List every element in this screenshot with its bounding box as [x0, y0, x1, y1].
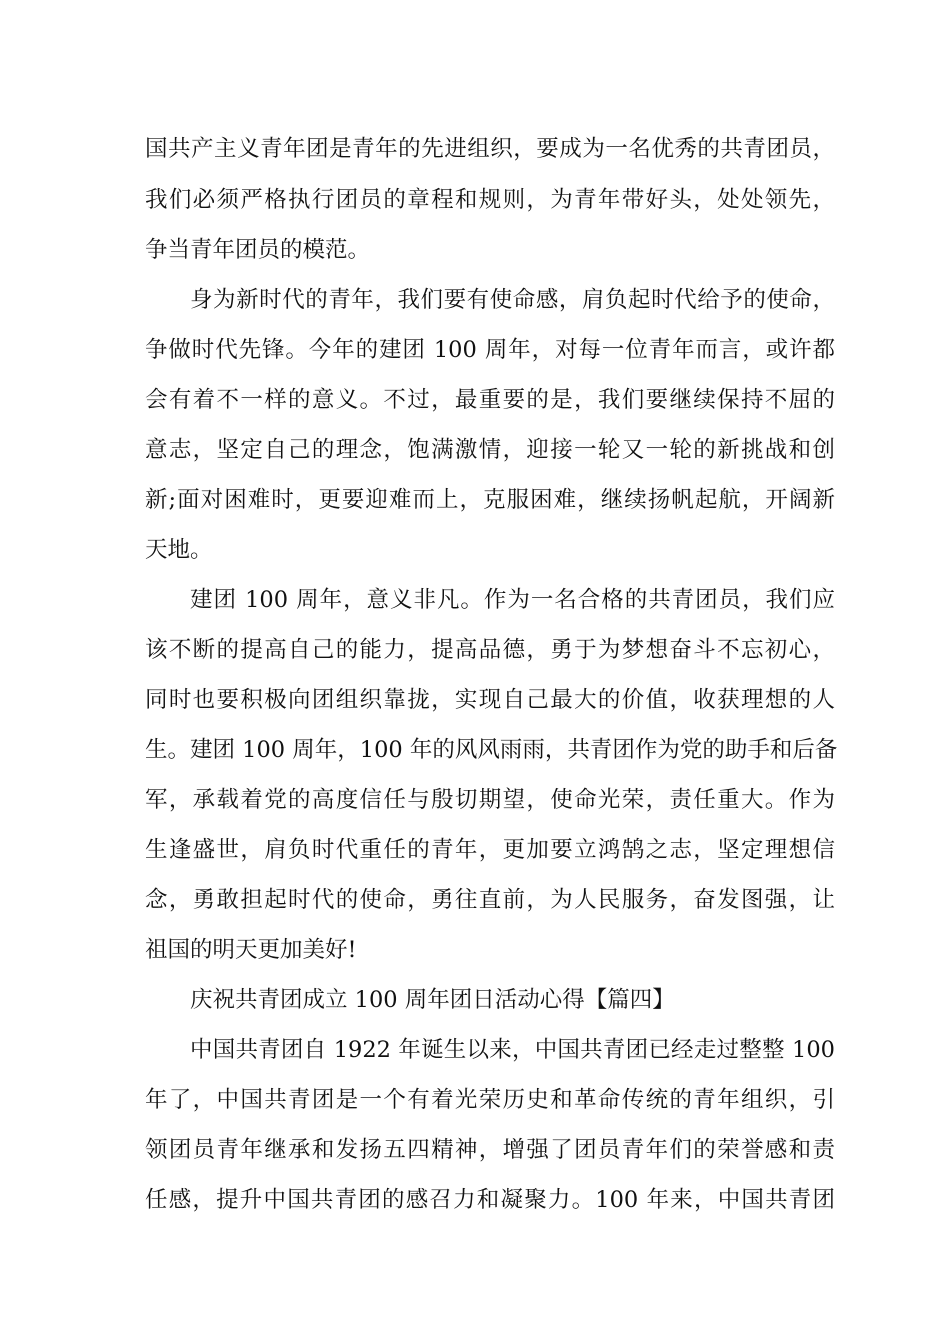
text-line: 领团员青年继承和发扬五四精神，增强了团员青年们的荣誉感和责: [145, 1137, 835, 1163]
text-line: 会有着不一样的意义。不过，最重要的是，我们要继续保持不屈的: [145, 387, 835, 413]
text-line: 该不断的提高自己的能力，提高品德，勇于为梦想奋斗不忘初心，: [145, 637, 835, 663]
text-line: 任感，提升中国共青团的感召力和凝聚力。100 年来，中国共青团: [145, 1187, 835, 1213]
text-line: 祖国的明天更加美好!: [145, 937, 357, 963]
text-line: 意志，坚定自己的理念，饱满激情，迎接一轮又一轮的新挑战和创: [145, 437, 835, 463]
paragraph-first-line: 中国共青团自 1922 年诞生以来，中国共青团已经走过整整 100: [190, 1037, 835, 1063]
text-line: 生。建团 100 周年，100 年的风风雨雨，共青团作为党的助手和后备: [145, 737, 838, 763]
text-line: 国共产主义青年团是青年的先进组织，要成为一名优秀的共青团员，: [145, 136, 835, 162]
text-line: 争当青年团员的模范。: [145, 237, 371, 263]
text-line: 年了，中国共青团是一个有着光荣历史和革命传统的青年组织，引: [145, 1087, 835, 1113]
text-line: 天地。: [145, 537, 213, 563]
text-line: 念，勇敢担起时代的使命，勇往直前，为人民服务，奋发图强，让: [145, 887, 835, 913]
text-line: 同时也要积极向团组织靠拢，实现自己最大的价值，收获理想的人: [145, 687, 835, 713]
paragraph-first-line: 建团 100 周年，意义非凡。作为一名合格的共青团员，我们应: [190, 587, 835, 613]
text-line: 生逢盛世，肩负时代重任的青年，更加要立鸿鹄之志，坚定理想信: [145, 837, 835, 863]
text-line: 军，承载着党的高度信任与殷切期望，使命光荣，责任重大。作为: [145, 787, 835, 813]
paragraph-first-line: 身为新时代的青年，我们要有使命感，肩负起时代给予的使命，: [190, 287, 835, 313]
text-line: 争做时代先锋。今年的建团 100 周年，对每一位青年而言，或许都: [145, 337, 835, 363]
text-line: 我们必须严格执行团员的章程和规则，为青年带好头，处处领先，: [145, 187, 835, 213]
section-heading: 庆祝共青团成立 100 周年团日活动心得【篇四】: [190, 987, 675, 1013]
text-line: 新;面对困难时，更要迎难而上，克服困难，继续扬帆起航，开阔新: [145, 487, 835, 513]
